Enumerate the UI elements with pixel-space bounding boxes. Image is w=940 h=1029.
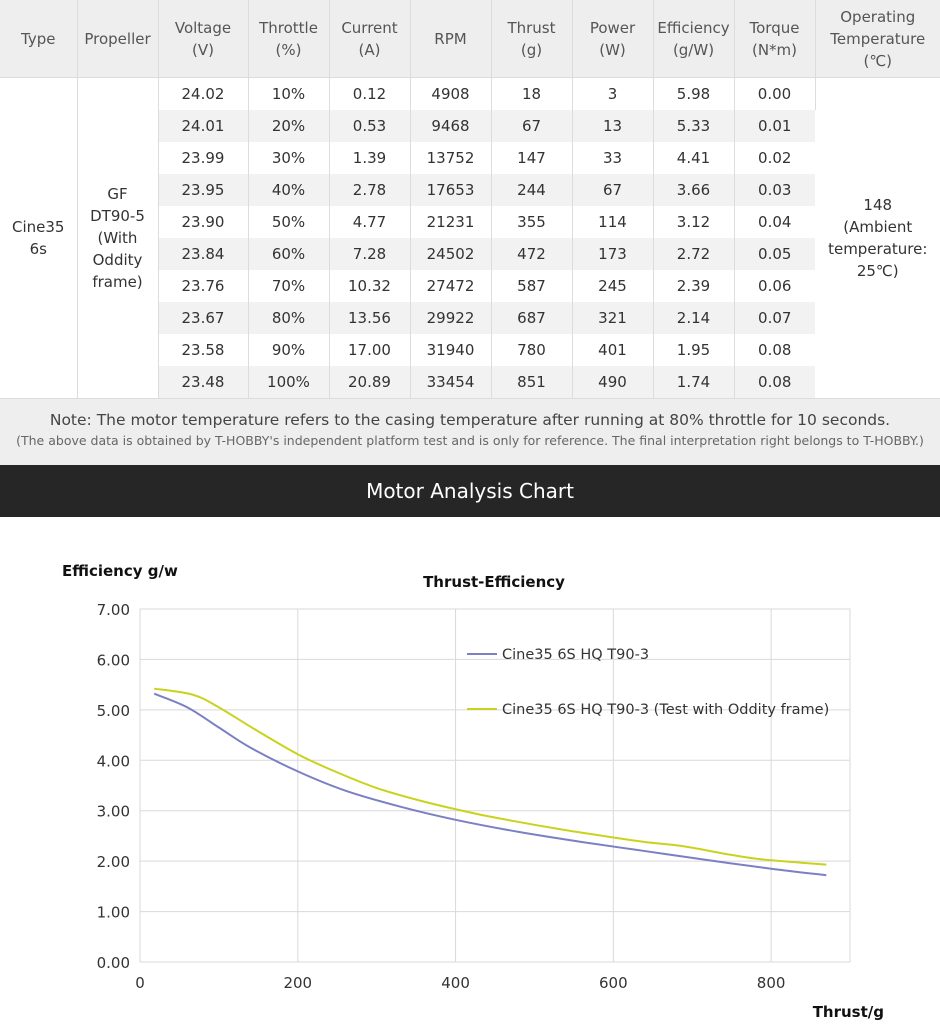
rpm-cell: 29922 — [410, 302, 491, 334]
throttle-cell: 70% — [248, 270, 329, 302]
current-cell: 0.12 — [329, 78, 410, 111]
note-section — [0, 398, 940, 465]
voltage-cell: 24.02 — [158, 78, 248, 111]
throttle-cell: 10% — [248, 78, 329, 111]
current-cell: 0.53 — [329, 110, 410, 142]
efficiency-cell: 1.74 — [653, 366, 734, 398]
power-cell: 401 — [572, 334, 653, 366]
rpm-cell: 24502 — [410, 238, 491, 270]
efficiency-cell: 5.33 — [653, 110, 734, 142]
rpm-cell: 33454 — [410, 366, 491, 398]
voltage-cell: 23.48 — [158, 366, 248, 398]
throttle-cell: 60% — [248, 238, 329, 270]
x-tick-label: 400 — [441, 974, 470, 992]
throttle-cell: 80% — [248, 302, 329, 334]
voltage-cell: 23.76 — [158, 270, 248, 302]
efficiency-cell: 3.12 — [653, 206, 734, 238]
current-cell: 17.00 — [329, 334, 410, 366]
current-cell: 4.77 — [329, 206, 410, 238]
torque-cell: 0.08 — [734, 366, 815, 398]
voltage-cell: 23.90 — [158, 206, 248, 238]
torque-cell: 0.00 — [734, 78, 815, 111]
x-tick-label: 200 — [283, 974, 313, 992]
y-tick-label: 4.00 — [96, 752, 130, 771]
legend-label: Cine35 6S HQ T90-3 — [502, 647, 650, 663]
power-cell: 173 — [572, 238, 653, 270]
thrust-cell: 147 — [491, 142, 572, 174]
efficiency-cell: 2.72 — [653, 238, 734, 270]
torque-cell: 0.07 — [734, 302, 815, 334]
power-cell: 13 — [572, 110, 653, 142]
throttle-cell: 100% — [248, 366, 329, 398]
x-tick-label: 600 — [599, 974, 628, 992]
voltage-cell: 23.99 — [158, 142, 248, 174]
thrust-efficiency-chart — [0, 517, 940, 1020]
thrust-cell: 244 — [491, 174, 572, 206]
torque-cell: 0.06 — [758, 277, 792, 295]
series-line — [154, 694, 826, 876]
current-cell: 7.28 — [329, 238, 410, 270]
power-cell: 490 — [572, 366, 653, 398]
current-cell: 2.78 — [329, 174, 410, 206]
column-header-temperature: Operating Temperature (℃) — [815, 0, 940, 78]
chart-title: Thrust-Efficiency — [423, 573, 565, 591]
throttle-cell: 50% — [248, 206, 329, 238]
torque-cell: 0.02 — [758, 149, 792, 167]
y-tick-label: 6.00 — [96, 651, 130, 670]
propeller-cell: GF DT90-5 (With Oddity frame) — [77, 78, 158, 399]
column-header-torque: Torque (N*m) — [734, 0, 815, 78]
rpm-cell: 4908 — [410, 78, 491, 111]
spec-table — [0, 0, 940, 398]
type-cell: Cine35 6s — [0, 78, 77, 399]
disclaimer-text: (The above data is obtained by T-HOBBY's independent platform test and is only for reference. The final interpretation right belongs to T-HOBBY.) — [16, 433, 924, 448]
power-cell: 33 — [572, 142, 653, 174]
throttle-cell: 30% — [248, 142, 329, 174]
rpm-cell: 17653 — [410, 174, 491, 206]
chart-banner: Motor Analysis Chart — [0, 465, 940, 517]
x-tick-label: 800 — [756, 974, 786, 992]
torque-cell: 0.01 — [734, 110, 815, 142]
note-text: Note: The motor temperature refers to the casing temperature after running at 80% throttle for 10 seconds. — [49, 411, 891, 429]
table-header-row — [0, 0, 940, 78]
thrust-cell: 687 — [491, 302, 572, 334]
power-cell: 114 — [572, 206, 653, 238]
temperature-cell: 148 (Ambient temperature: 25℃) — [815, 78, 940, 399]
rpm-cell: 31940 — [410, 334, 491, 366]
torque-cell: 0.04 — [758, 213, 792, 231]
voltage-cell: 23.95 — [158, 174, 248, 206]
y-tick-label: 7.00 — [96, 601, 130, 619]
y-tick-label: 1.00 — [96, 903, 130, 922]
column-header-propeller: Propeller — [77, 0, 158, 78]
rpm-cell: 13752 — [410, 142, 491, 174]
column-header-current: Current (A) — [329, 0, 410, 78]
throttle-cell: 40% — [248, 174, 329, 206]
efficiency-cell: 5.98 — [653, 78, 734, 111]
y-tick-label: 5.00 — [96, 701, 130, 720]
torque-cell: 0.05 — [734, 238, 815, 270]
current-cell: 20.89 — [329, 366, 410, 398]
power-cell: 3 — [572, 78, 653, 111]
thrust-cell: 587 — [491, 270, 572, 302]
voltage-cell: 23.67 — [158, 302, 248, 334]
legend-label: Cine35 6S HQ T90-3 (Test with Oddity frame) — [502, 702, 830, 718]
power-cell: 321 — [572, 302, 653, 334]
y-axis-title: Efficiency g/w — [62, 562, 178, 580]
column-header-type: Type — [0, 0, 77, 78]
thrust-cell: 851 — [491, 366, 572, 398]
voltage-cell: 23.58 — [158, 334, 248, 366]
table-body — [0, 78, 940, 399]
rpm-cell: 27472 — [410, 270, 491, 302]
x-tick-label: 0 — [135, 974, 145, 992]
current-cell: 1.39 — [329, 142, 410, 174]
chart-area — [0, 517, 940, 1020]
voltage-cell: 24.01 — [158, 110, 248, 142]
efficiency-cell: 2.14 — [653, 302, 734, 334]
y-tick-label: 3.00 — [96, 802, 130, 821]
table-row — [0, 78, 940, 111]
thrust-cell: 18 — [491, 78, 572, 111]
rpm-cell: 9468 — [410, 110, 491, 142]
thrust-cell: 67 — [491, 110, 572, 142]
current-cell: 13.56 — [329, 302, 410, 334]
throttle-cell: 90% — [248, 334, 329, 366]
column-header-thrust: Thrust (g) — [491, 0, 572, 78]
column-header-throttle: Throttle (%) — [248, 0, 329, 78]
column-header-rpm: RPM — [410, 0, 491, 78]
column-header-power: Power (W) — [572, 0, 653, 78]
efficiency-cell: 4.41 — [653, 142, 734, 174]
thrust-cell: 472 — [491, 238, 572, 270]
voltage-cell: 23.84 — [158, 238, 248, 270]
efficiency-cell: 1.95 — [653, 334, 734, 366]
power-cell: 67 — [572, 174, 653, 206]
current-cell: 10.32 — [329, 270, 410, 302]
torque-cell: 0.03 — [734, 174, 815, 206]
thrust-cell: 780 — [491, 334, 572, 366]
column-header-voltage: Voltage (V) — [158, 0, 248, 78]
efficiency-cell: 3.66 — [653, 174, 734, 206]
x-axis-title: Thrust/g — [812, 1003, 884, 1020]
column-header-efficiency: Efficiency (g/W) — [653, 0, 734, 78]
throttle-cell: 20% — [248, 110, 329, 142]
rpm-cell: 21231 — [410, 206, 491, 238]
plot-area — [140, 609, 850, 962]
y-tick-label: 0.00 — [96, 954, 130, 972]
y-tick-label: 2.00 — [96, 853, 130, 872]
thrust-cell: 355 — [491, 206, 572, 238]
torque-cell: 0.08 — [758, 341, 792, 359]
power-cell: 245 — [572, 270, 653, 302]
efficiency-cell: 2.39 — [653, 270, 734, 302]
